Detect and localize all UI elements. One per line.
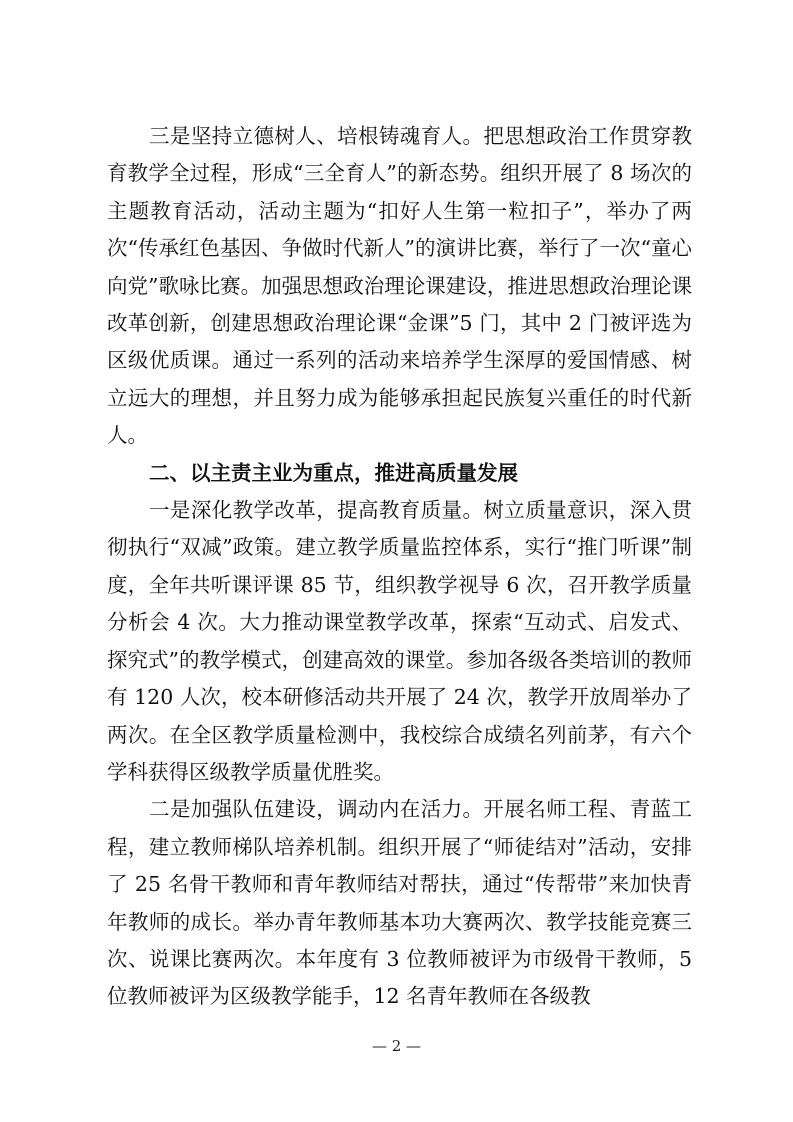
paragraph-san-shi bbox=[107, 118, 692, 455]
section-heading: 二、以主责主业为重点，推进高质量发展 bbox=[149, 460, 518, 485]
paragraph-yi-shi bbox=[107, 492, 692, 791]
paragraph-er-shi bbox=[107, 791, 692, 1015]
paragraph-lead: 二是 bbox=[149, 797, 191, 822]
paragraph-lead: 三是 bbox=[149, 124, 191, 148]
paragraph-text: 加强队伍建设，调动内在活力。开展名师工程、青蓝工程，建立教师梯队培养机制。组织开展了“师徒结对”活动，安排了 25 名骨干教师和青年教师结对帮扶，通过“传帮带”来加快青年教师的成长。举办青年教师基本功大赛两次、教学技能竞赛三次、说课比赛两次。本年度有 3 位教师被评为市级骨干教师，5 位教师被评为区级教学能手，12 名青年教师在各级教 bbox=[107, 797, 693, 1009]
paragraph-text: 深化教学改革，提高教育质量。树立质量意识，深入贯彻执行“双减”政策。建立教学质量监控体系，实行“推门听课”制度，全年共听课评课 85 节，组织教学视导 6 次，召开教学质量分析会 4 次。大力推动课堂教学改革，探索“互动式、启发式、探究式”的教学模式，创建高效的课堂。参加各级各类培训的教师有 120 人次，校本研修活动共开展了 24 次，教学开放周举办了两次。在全区教学质量检测中，我校综合成绩名列前茅，有六个学科获得区级教学质量优胜奖。 bbox=[107, 498, 693, 784]
paragraph-lead: 一是 bbox=[149, 498, 191, 523]
page-number: — 2 — bbox=[371, 1037, 422, 1055]
document-body bbox=[107, 118, 692, 1016]
paragraph-text: 坚持立德树人、培根铸魂育人。把思想政治工作贯穿教育教学全过程，形成“三全育人”的新态势。组织开展了 8 场次的主题教育活动，活动主题为“扣好人生第一粒扣子”，举办了两次“传承红色基因、争做时代新人”的演讲比赛，举行了一次“童心向党”歌咏比赛。加强思想政治理论课建设，推进思想政治理论课改革创新，创建思想政治理论课“金课”5 门，其中 2 门被评选为区级优质课。通过一系列的活动来培养学生深厚的爱国情感、树立远大的理想，并且努力成为能够承担起民族复兴重任的时代新人。 bbox=[107, 124, 693, 448]
